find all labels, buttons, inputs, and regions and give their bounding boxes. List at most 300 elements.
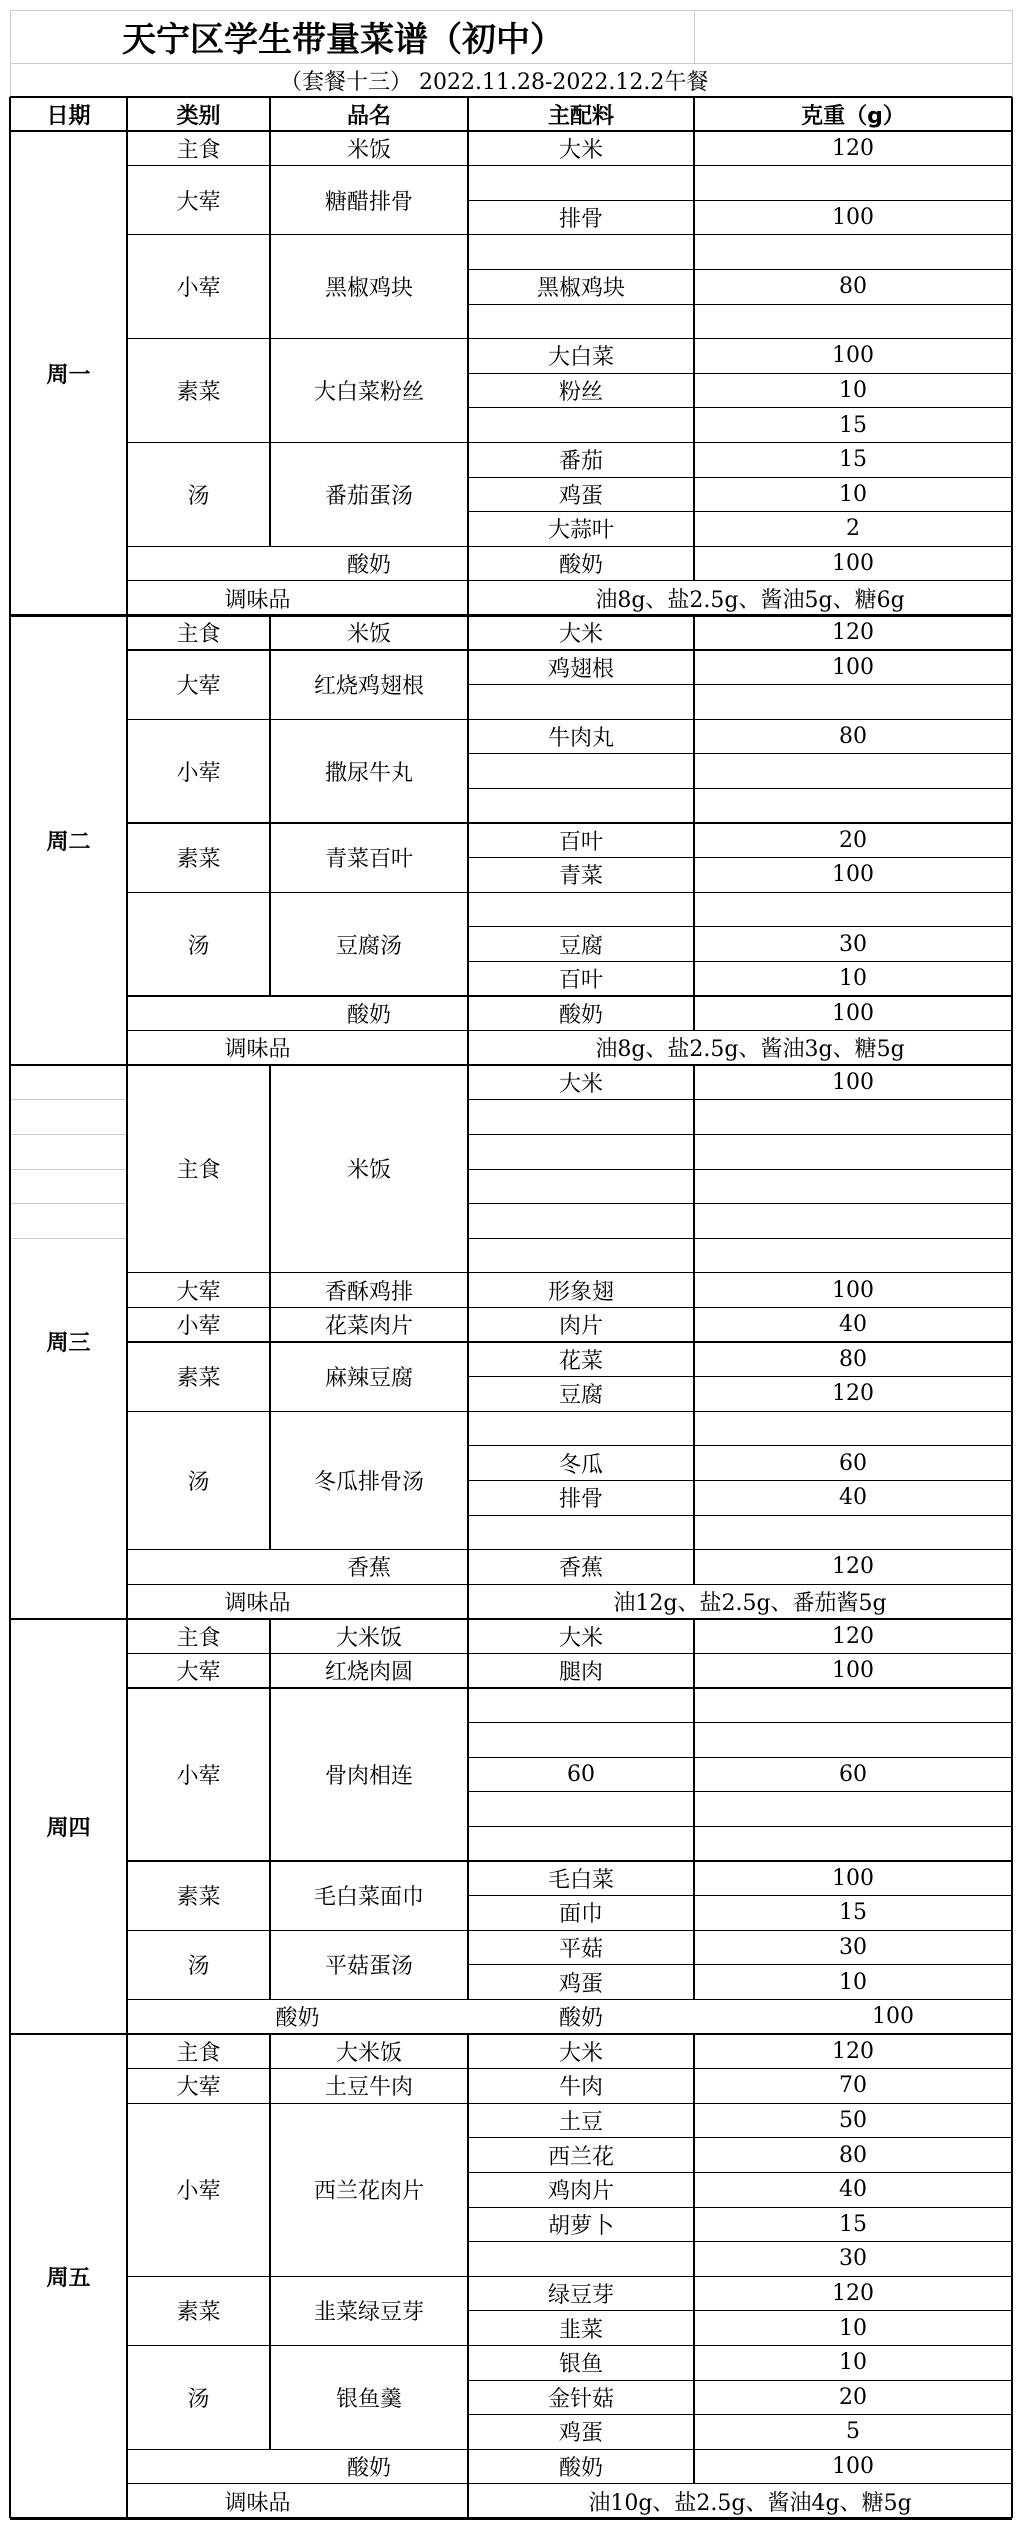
weight-cell: 100 <box>832 2453 874 2479</box>
grid-line <box>10 96 1012 99</box>
weight-cell: 70 <box>839 2073 867 2099</box>
weight-cell: 120 <box>832 620 874 646</box>
weight-cell: 100 <box>832 1000 874 1026</box>
weight-cell <box>694 1515 1012 1550</box>
grid-line <box>468 269 1012 270</box>
grid-line <box>9 1619 12 2034</box>
seasoning-label: 调味品 <box>224 1590 291 1616</box>
grid-line <box>127 1860 1012 1861</box>
ingredient-cell <box>468 408 694 443</box>
ingredient-cell: 冬瓜 <box>558 1452 603 1478</box>
dish-cell: 豆腐汤 <box>335 933 402 959</box>
weight-cell: 120 <box>832 2280 874 2306</box>
dish-cell: 西兰花肉片 <box>313 2179 424 2205</box>
weight-cell: 100 <box>832 1865 874 1891</box>
weight-cell: 100 <box>832 1658 874 1684</box>
grid-line <box>1011 131 1014 615</box>
ingredient-cell <box>468 685 694 720</box>
ingredient-cell: 韭菜 <box>558 2317 603 2343</box>
grid-line <box>468 2207 1012 2208</box>
grid-line <box>127 1999 1012 2000</box>
seasoning-value: 100 <box>872 2004 914 2030</box>
grid-line <box>468 788 1012 789</box>
category-cell: 大荤 <box>176 674 221 700</box>
ingredient-cell: 60 <box>567 1761 595 1787</box>
grid-line <box>10 10 1012 11</box>
grid-line <box>269 1653 270 1688</box>
ingredient-cell <box>468 1204 694 1239</box>
weight-cell <box>694 1134 1012 1169</box>
weight-cell: 5 <box>846 2419 860 2445</box>
grid-line <box>468 1238 1012 1239</box>
day-cell: 周一 <box>46 362 91 388</box>
ingredient-cell: 大米 <box>558 2040 603 2066</box>
dish-cell: 番茄蛋汤 <box>324 483 413 509</box>
weight-cell: 10 <box>839 1969 867 1995</box>
ingredient-cell <box>468 2242 694 2277</box>
ingredient-cell: 大米 <box>558 1625 603 1651</box>
grid-line <box>693 615 694 1030</box>
dish-cell: 糖醋排骨 <box>324 189 413 215</box>
grid-line <box>467 1065 468 1584</box>
grid-line <box>1011 1065 1014 1619</box>
seasoning-value: 油8g、盐2.5g、酱油3g、糖5g <box>595 1037 905 1063</box>
weight-cell <box>694 1169 1012 1204</box>
ingredient-cell: 百叶 <box>558 968 603 994</box>
ingredient-cell <box>468 1515 694 1550</box>
category-cell: 小荤 <box>176 2179 221 2205</box>
grid-line <box>468 926 1012 927</box>
grid-line <box>468 2310 1012 2311</box>
seasoning-value: 油10g、盐2.5g、酱油4g、糖5g <box>588 2490 912 2516</box>
grid-line <box>127 442 1012 443</box>
page-title: 天宁区学生带量菜谱（初中） <box>122 20 564 60</box>
ingredient-cell <box>468 1169 694 1204</box>
grid-line <box>269 2034 270 2069</box>
weight-cell: 50 <box>839 2107 867 2133</box>
weight-cell: 80 <box>839 1346 867 1372</box>
weight-cell: 120 <box>832 1381 874 1407</box>
ingredient-cell: 面巾 <box>558 1902 603 1928</box>
category-cell: 主食 <box>176 1158 221 1184</box>
grid-line <box>468 753 1012 754</box>
category-cell: 小荤 <box>176 760 221 786</box>
grid-line <box>467 615 468 1030</box>
dish-cell: 花菜肉片 <box>324 1314 413 1340</box>
grid-line <box>468 373 1012 374</box>
grid-line <box>127 2276 1012 2277</box>
grid-line <box>467 131 468 581</box>
category-cell: 汤 <box>187 1469 210 1495</box>
grid-line <box>1012 10 1013 97</box>
weight-cell: 10 <box>839 966 867 992</box>
ingredient-cell <box>468 1100 694 1135</box>
weight-cell: 10 <box>839 377 867 403</box>
weight-cell: 30 <box>839 931 867 957</box>
weight-cell: 40 <box>839 2177 867 2203</box>
weight-cell: 40 <box>839 1312 867 1338</box>
grid-line <box>269 1065 270 1273</box>
grid-line <box>1011 97 1014 131</box>
category-cell: 素菜 <box>176 379 221 405</box>
grid-line <box>9 97 12 131</box>
dish-cell: 黑椒鸡块 <box>324 276 413 302</box>
grid-line <box>269 1688 270 1861</box>
ingredient-cell <box>468 1238 694 1273</box>
ingredient-cell: 豆腐 <box>558 1383 603 1409</box>
category-cell: 素菜 <box>176 847 221 873</box>
dish-cell: 香蕉 <box>346 1556 391 1582</box>
ingredient-cell: 形象翅 <box>547 1279 614 1305</box>
weight-cell <box>694 304 1012 339</box>
grid-line <box>467 581 468 616</box>
weight-cell: 100 <box>832 343 874 369</box>
weight-cell <box>694 788 1012 823</box>
weight-cell: 10 <box>839 481 867 507</box>
weight-cell <box>694 1688 1012 1723</box>
grid-line <box>127 615 1012 616</box>
dish-cell: 毛白菜面巾 <box>313 1885 424 1911</box>
grid-line <box>468 511 1012 512</box>
grid-line <box>10 63 1012 64</box>
category-cell: 汤 <box>187 933 210 959</box>
column-header: 品名 <box>346 103 391 129</box>
grid-line <box>127 1653 1012 1654</box>
grid-line <box>269 1930 270 1999</box>
weight-cell: 100 <box>832 1069 874 1095</box>
ingredient-cell: 大米 <box>558 137 603 163</box>
grid-line <box>269 2276 270 2345</box>
dish-cell: 骨肉相连 <box>324 1764 413 1789</box>
category-cell: 主食 <box>176 1625 221 1651</box>
weight-cell: 10 <box>839 2315 867 2341</box>
dish-cell: 红烧肉圆 <box>324 1660 413 1686</box>
grid-line <box>468 1169 1012 1170</box>
day-cell: 周五 <box>46 2265 91 2291</box>
weight-cell <box>694 235 1012 270</box>
weight-cell <box>694 685 1012 720</box>
weight-cell: 20 <box>839 827 867 853</box>
column-header: 类别 <box>176 103 221 129</box>
category-cell: 小荤 <box>176 1314 221 1340</box>
grid-line <box>126 2034 128 2518</box>
grid-line <box>468 1376 1012 1377</box>
grid-line <box>468 1964 1012 1965</box>
day-cell: 周三 <box>46 1331 91 1357</box>
grid-line <box>468 1203 1012 1204</box>
ingredient-cell <box>468 754 694 789</box>
grid-line <box>269 719 270 823</box>
grid-line <box>269 1307 270 1342</box>
grid-line <box>468 857 1012 858</box>
dish-cell: 米饭 <box>346 1158 391 1184</box>
grid-line <box>468 1099 1012 1100</box>
grid-line <box>269 892 270 996</box>
weight-cell: 15 <box>839 2211 867 2237</box>
grid-line <box>269 97 271 131</box>
dish-cell: 酸奶 <box>346 552 391 578</box>
category-cell: 小荤 <box>176 1764 221 1789</box>
grid-line <box>126 615 128 1065</box>
grid-line <box>467 97 469 131</box>
grid-line <box>127 2345 1012 2346</box>
grid-line <box>1011 1619 1014 2034</box>
column-header: 日期 <box>46 103 91 129</box>
grid-line <box>269 615 270 650</box>
grid-line <box>468 2241 1012 2242</box>
grid-line <box>269 1411 270 1549</box>
grid-line <box>127 1930 1012 1931</box>
category-cell: 素菜 <box>176 1366 221 1392</box>
weight-cell: 100 <box>832 862 874 888</box>
dish-cell: 大白菜粉丝 <box>313 379 424 405</box>
grid-line <box>1011 2034 1014 2518</box>
weight-cell: 40 <box>839 1485 867 1511</box>
grid-line <box>127 338 1012 339</box>
category-cell: 素菜 <box>176 1885 221 1911</box>
weight-cell <box>694 1100 1012 1135</box>
ingredient-cell <box>468 235 694 270</box>
grid-line <box>11 1169 126 1170</box>
seasoning-ingredient: 酸奶 <box>558 2006 603 2032</box>
category-cell: 大荤 <box>176 189 221 215</box>
ingredient-cell: 排骨 <box>558 206 603 232</box>
grid-line <box>127 1411 1012 1412</box>
seasoning-label: 酸奶 <box>275 2006 320 2032</box>
dish-cell: 平菇蛋汤 <box>324 1954 413 1980</box>
grid-line <box>693 2034 694 2484</box>
ingredient-cell <box>468 1723 694 1758</box>
grid-line <box>467 1619 468 2000</box>
weight-cell: 80 <box>839 2142 867 2168</box>
dish-cell: 红烧鸡翅根 <box>313 674 424 700</box>
ingredient-cell <box>468 1826 694 1861</box>
weight-cell: 120 <box>832 1554 874 1580</box>
ingredient-cell <box>468 892 694 927</box>
weight-cell <box>694 1792 1012 1827</box>
grid-line <box>693 1619 694 2000</box>
grid-line <box>269 131 270 166</box>
weight-cell: 100 <box>832 1277 874 1303</box>
seasoning-label: 调味品 <box>224 587 291 613</box>
grid-line <box>127 130 1012 131</box>
weight-cell: 120 <box>832 135 874 161</box>
category-cell: 汤 <box>187 1954 210 1980</box>
day-cell: 周二 <box>46 829 91 855</box>
grid-line <box>127 580 1012 581</box>
grid-line <box>127 2449 1012 2450</box>
ingredient-cell: 百叶 <box>558 829 603 855</box>
ingredient-cell: 腿肉 <box>558 1660 603 1686</box>
category-cell: 大荤 <box>176 1279 221 1305</box>
dish-cell: 香酥鸡排 <box>324 1279 413 1305</box>
grid-line <box>694 10 695 63</box>
ingredient-cell: 绿豆芽 <box>547 2282 614 2308</box>
grid-line <box>10 2517 1012 2520</box>
ingredient-cell: 鸡翅根 <box>547 656 614 682</box>
dish-cell: 米饭 <box>346 137 391 163</box>
grid-line <box>127 1341 1012 1342</box>
grid-line <box>468 1445 1012 1446</box>
column-header: 主配料 <box>547 103 614 129</box>
ingredient-cell: 平菇 <box>558 1936 603 1962</box>
grid-line <box>127 719 1012 720</box>
ingredient-cell: 鸡蛋 <box>558 483 603 509</box>
weight-cell: 100 <box>832 204 874 230</box>
grid-line <box>269 2103 270 2276</box>
grid-line <box>468 200 1012 201</box>
dish-cell: 大米饭 <box>335 1625 402 1651</box>
grid-line <box>11 1238 126 1239</box>
weight-cell <box>694 892 1012 927</box>
grid-line <box>467 2484 468 2519</box>
grid-line <box>127 1272 1012 1273</box>
page-subtitle: （套餐十三） 2022.11.28-2022.12.2午餐 <box>280 69 709 95</box>
grid-line <box>468 1722 1012 1723</box>
grid-line <box>269 442 270 546</box>
grid-line <box>127 234 1012 235</box>
ingredient-cell <box>468 788 694 823</box>
ingredient-cell: 粉丝 <box>558 379 603 405</box>
grid-line <box>269 823 270 892</box>
ingredient-cell: 鸡蛋 <box>558 2421 603 2447</box>
weight-cell: 120 <box>832 1623 874 1649</box>
category-cell: 大荤 <box>176 1660 221 1686</box>
weight-cell: 15 <box>839 447 867 473</box>
grid-line <box>127 995 1012 996</box>
weight-cell <box>694 1411 1012 1446</box>
grid-line <box>127 892 1012 893</box>
grid-line <box>127 2033 1012 2034</box>
dish-cell: 银鱼羹 <box>335 2386 402 2412</box>
grid-line <box>9 131 12 615</box>
day-cell: 周四 <box>46 1815 91 1841</box>
category-cell: 汤 <box>187 2386 210 2412</box>
category-cell: 素菜 <box>176 2300 221 2326</box>
grid-line <box>11 1099 126 1100</box>
ingredient-cell: 番茄 <box>558 449 603 475</box>
grid-line <box>468 477 1012 478</box>
ingredient-cell: 牛肉 <box>558 2075 603 2101</box>
dish-cell: 青菜百叶 <box>324 847 413 873</box>
ingredient-cell <box>468 166 694 201</box>
grid-line <box>9 1065 12 1619</box>
category-cell: 汤 <box>187 483 210 509</box>
seasoning-value: 油8g、盐2.5g、酱油5g、糖6g <box>595 587 905 613</box>
grid-line <box>10 10 11 97</box>
ingredient-cell <box>468 1688 694 1723</box>
grid-line <box>468 1515 1012 1516</box>
grid-line <box>127 165 1012 166</box>
grid-line <box>467 1031 468 1066</box>
ingredient-cell: 西兰花 <box>547 2144 614 2170</box>
ingredient-cell: 豆腐 <box>558 933 603 959</box>
grid-line <box>269 1342 270 1411</box>
grid-line <box>468 1480 1012 1481</box>
grid-line <box>269 166 270 235</box>
seasoning-label: 调味品 <box>224 2490 291 2516</box>
dish-cell: 大米饭 <box>335 2040 402 2066</box>
ingredient-cell: 肉片 <box>558 1314 603 1340</box>
grid-line <box>269 1861 270 1930</box>
dish-cell: 土豆牛肉 <box>324 2075 413 2101</box>
weight-cell: 10 <box>839 2350 867 2376</box>
weight-cell: 30 <box>839 2246 867 2272</box>
grid-line <box>127 1030 1012 1031</box>
grid-line <box>127 649 1012 650</box>
grid-line <box>127 2483 1012 2484</box>
seasoning-value: 油12g、盐2.5g、番茄酱5g <box>613 1590 887 1616</box>
category-cell: 大荤 <box>176 2075 221 2101</box>
grid-line <box>127 2103 1012 2104</box>
column-header: 克重（g） <box>801 103 905 129</box>
category-cell: 主食 <box>176 2040 221 2066</box>
grid-line <box>269 650 270 719</box>
dish-cell: 韭菜绿豆芽 <box>313 2300 424 2326</box>
ingredient-cell: 大白菜 <box>547 345 614 371</box>
grid-line <box>468 1791 1012 1792</box>
grid-line <box>269 339 270 443</box>
ingredient-cell: 酸奶 <box>558 552 603 578</box>
weight-cell: 15 <box>839 1900 867 1926</box>
grid-line <box>467 1584 468 1619</box>
grid-line <box>269 1273 270 1308</box>
weight-cell: 60 <box>839 1450 867 1476</box>
grid-line <box>269 2069 270 2104</box>
dish-cell: 米饭 <box>346 622 391 648</box>
grid-line <box>269 2345 270 2449</box>
seasoning-label: 调味品 <box>224 1037 291 1063</box>
grid-line <box>127 1584 1012 1585</box>
grid-line <box>127 1549 1012 1550</box>
ingredient-cell: 黑椒鸡块 <box>536 276 625 302</box>
dish-cell: 酸奶 <box>346 1002 391 1028</box>
grid-line <box>468 1826 1012 1827</box>
ingredient-cell: 毛白菜 <box>547 1867 614 1893</box>
ingredient-cell: 大米 <box>558 1071 603 1097</box>
weight-cell: 2 <box>846 516 860 542</box>
grid-line <box>126 131 128 615</box>
ingredient-cell: 鸡肉片 <box>547 2179 614 2205</box>
ingredient-cell: 排骨 <box>558 1487 603 1513</box>
category-cell: 主食 <box>176 622 221 648</box>
ingredient-cell: 青菜 <box>558 864 603 890</box>
dish-cell: 麻辣豆腐 <box>324 1366 413 1392</box>
grid-line <box>467 2034 468 2484</box>
grid-line <box>9 2034 12 2518</box>
grid-line <box>693 97 695 131</box>
weight-cell: 30 <box>839 1934 867 1960</box>
grid-line <box>468 1895 1012 1896</box>
grid-line <box>468 1757 1012 1758</box>
ingredient-cell: 香蕉 <box>558 1556 603 1582</box>
weight-cell: 100 <box>832 550 874 576</box>
ingredient-cell: 金针菇 <box>547 2386 614 2412</box>
ingredient-cell: 土豆 <box>558 2109 603 2135</box>
grid-line <box>127 546 1012 547</box>
grid-line <box>269 235 270 339</box>
dish-cell: 撒尿牛丸 <box>324 760 413 786</box>
ingredient-cell: 酸奶 <box>558 1002 603 1028</box>
grid-line <box>468 2172 1012 2173</box>
grid-line <box>693 1065 694 1584</box>
grid-line <box>127 1687 1012 1688</box>
dish-cell: 冬瓜排骨汤 <box>313 1469 424 1495</box>
grid-line <box>127 2068 1012 2069</box>
weight-cell: 80 <box>839 723 867 749</box>
grid-line <box>11 1203 126 1204</box>
weight-cell <box>694 1723 1012 1758</box>
